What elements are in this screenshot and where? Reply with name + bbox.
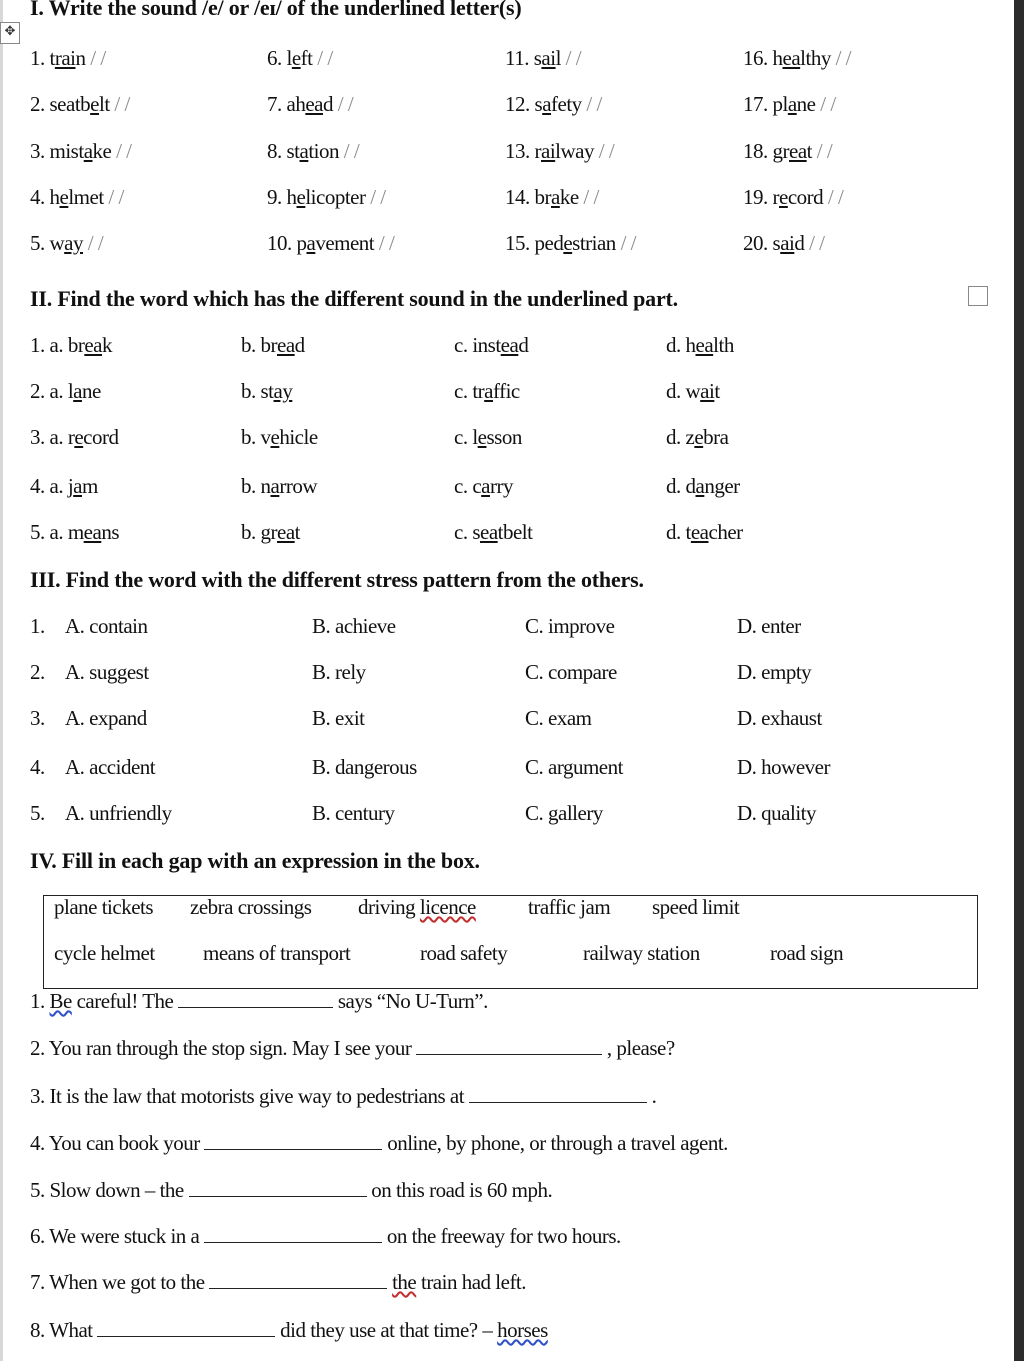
fill-sentence — [30, 1224, 621, 1249]
answer-slashes[interactable]: / / — [109, 92, 130, 116]
fill-sentence — [30, 1318, 548, 1343]
option-item[interactable] — [241, 425, 318, 450]
question-number: 2. — [30, 660, 45, 684]
word-part: l — [286, 46, 292, 70]
word-part: vement — [315, 231, 375, 255]
sound-item — [505, 231, 636, 256]
underlined-letters: a — [551, 185, 560, 209]
sentence-text: , please? — [606, 1036, 675, 1060]
option-b[interactable]: B. dangerous — [312, 755, 417, 779]
word-part: ke — [92, 139, 112, 163]
sound-item — [505, 92, 602, 117]
item-number: 10. — [267, 231, 297, 255]
sentence-text: We were stuck in a — [49, 1224, 205, 1248]
word-part: d — [518, 333, 529, 357]
word-part: rry — [489, 474, 513, 498]
option-a[interactable]: A. expand — [65, 706, 147, 730]
word-part: c. l — [454, 425, 478, 449]
word-part: b. gr — [241, 520, 277, 544]
word-part: br — [534, 185, 551, 209]
underlined-letters: a — [542, 92, 552, 116]
item-number: 3. — [30, 139, 50, 163]
sound-item — [505, 185, 599, 210]
sentence-text: did they use at that time? – — [280, 1318, 493, 1342]
underlined-letters: e — [90, 92, 99, 116]
word-part: driving — [358, 895, 420, 919]
word-part: ffic — [492, 379, 520, 403]
fill-sentence — [30, 1036, 675, 1061]
fill-sentence — [30, 1084, 656, 1109]
option-c[interactable]: C. argument — [525, 755, 623, 779]
option-item[interactable] — [666, 520, 743, 545]
item-number: 4. — [30, 185, 50, 209]
answer-slashes[interactable]: / / — [339, 139, 360, 163]
underlined-letters: a — [484, 379, 493, 403]
option-a[interactable]: A. contain — [65, 614, 148, 638]
underlined-letters: a — [481, 474, 490, 498]
word-part: d — [322, 92, 333, 116]
underlined-letters: ai — [541, 139, 556, 163]
box-expression: cycle helmet — [54, 941, 155, 965]
sentence-text: When we got to the — [49, 1270, 210, 1294]
word-part: d. h — [666, 333, 696, 357]
word-part: 2. a. l — [30, 379, 74, 403]
sentence-number: 4. — [30, 1131, 49, 1155]
option-item[interactable] — [241, 379, 292, 404]
underlined-letters: ea — [305, 92, 323, 116]
underlined-letters: ea — [277, 333, 295, 357]
underlined-letters: a — [270, 474, 280, 498]
word-part: ped — [534, 231, 564, 255]
word-part: licopter — [305, 185, 366, 209]
option-c[interactable]: C. gallery — [525, 801, 603, 825]
box-expression: plane tickets — [54, 895, 154, 919]
sound-item — [743, 139, 832, 164]
word-part: c. tr — [454, 379, 485, 403]
sentence-text: You can book your — [48, 1131, 205, 1155]
spellcheck-word: the — [392, 1270, 417, 1294]
option-item[interactable] — [241, 333, 305, 358]
underlined-letters: e — [563, 231, 573, 255]
word-part: seatb — [49, 92, 91, 116]
answer-slashes[interactable]: / / — [332, 92, 354, 116]
answer-blank[interactable] — [204, 1242, 382, 1243]
spellcheck-word: horses — [497, 1318, 548, 1342]
word-part: h — [286, 185, 297, 209]
word-part: tion — [308, 139, 340, 163]
word-part: lth — [713, 333, 734, 357]
underlined-letters: a — [73, 379, 82, 403]
section2-heading: II. Find the word which has the different sound in the underlined part. — [30, 286, 678, 311]
section1-heading: I. Write the sound /e/ or /eɪ/ of the underlined letter(s) — [30, 0, 522, 20]
word-part: s — [534, 92, 543, 116]
answer-slashes[interactable]: / / — [615, 231, 636, 255]
word-part: hicle — [279, 425, 318, 449]
word-part: p — [296, 231, 307, 255]
question-number: 5. — [30, 801, 45, 825]
sound-item — [505, 139, 614, 164]
sentence-number: 8. — [30, 1318, 50, 1342]
sound-item — [267, 139, 359, 164]
sentence-number: 3. — [30, 1084, 50, 1108]
option-item[interactable] — [666, 425, 728, 450]
item-number: 8. — [267, 139, 287, 163]
option-item[interactable] — [30, 520, 119, 545]
word-part: lmet — [68, 185, 104, 209]
option-item[interactable] — [241, 520, 300, 545]
sentence-text: on this road is 60 mph. — [371, 1178, 553, 1202]
sound-item — [743, 231, 825, 256]
word-part: d. w — [666, 379, 701, 403]
section4-heading: IV. Fill in each gap with an expression in the box. — [30, 848, 480, 873]
item-number: 20. — [743, 231, 773, 255]
answer-slashes[interactable]: / / — [83, 231, 104, 255]
option-item[interactable] — [241, 474, 317, 499]
sound-item — [267, 231, 394, 256]
sound-item — [743, 185, 843, 210]
answer-slashes[interactable]: / / — [103, 185, 124, 209]
sentence-text: What — [49, 1318, 98, 1342]
option-b[interactable]: B. exit — [312, 706, 365, 730]
box-expression: zebra crossings — [190, 895, 312, 919]
option-b[interactable]: B. rely — [312, 660, 366, 684]
word-part: k — [101, 333, 112, 357]
box-expression: road safety — [420, 941, 508, 965]
underlined-letters: ay — [64, 231, 83, 255]
word-part: l — [555, 46, 561, 70]
option-b[interactable]: B. achieve — [312, 614, 396, 638]
item-number: 12. — [505, 92, 535, 116]
sentence-text: . — [651, 1084, 657, 1108]
underlined-letters: ea — [690, 520, 709, 544]
word-part: cord — [787, 185, 824, 209]
word-part: 4. a. j — [30, 474, 74, 498]
checkbox[interactable] — [968, 286, 988, 306]
sound-item — [267, 185, 386, 210]
answer-slashes[interactable]: / / — [85, 46, 106, 70]
word-part: t — [49, 46, 55, 70]
item-number: 1. — [30, 46, 50, 70]
option-item[interactable] — [30, 333, 112, 358]
underlined-letters: a — [306, 231, 316, 255]
answer-slashes[interactable]: / / — [823, 185, 844, 209]
option-item[interactable] — [454, 425, 522, 450]
option-item[interactable] — [30, 474, 98, 499]
item-number: 7. — [267, 92, 287, 116]
sentence-number: 7. — [30, 1270, 50, 1294]
word-part: mist — [49, 139, 84, 163]
sound-item — [743, 92, 836, 117]
word-part: r — [772, 185, 779, 209]
spellcheck-word: Be — [49, 989, 72, 1013]
word-part: 5. a. m — [30, 520, 84, 544]
word-part: c. inst — [454, 333, 501, 357]
option-item[interactable] — [666, 379, 720, 404]
box-expression: means of transport — [203, 941, 351, 965]
option-d[interactable]: D. empty — [737, 660, 812, 684]
sound-item — [30, 185, 124, 210]
sentence-text: on the freeway for two hours. — [386, 1224, 621, 1248]
underlined-letters: a — [83, 139, 93, 163]
word-part: 1. a. br — [30, 333, 85, 357]
underlined-letters: e — [477, 425, 487, 449]
underlined-letters: a — [695, 474, 705, 498]
spellcheck-word: licence — [419, 895, 476, 919]
underlined-letters: ea — [695, 333, 714, 357]
item-number: 19. — [743, 185, 773, 209]
underlined-letters: rai — [54, 46, 76, 70]
fill-sentence — [30, 1131, 728, 1156]
option-a[interactable]: A. unfriendly — [65, 801, 172, 825]
sentence-number: 5. — [30, 1178, 50, 1202]
option-item[interactable] — [30, 425, 118, 450]
page-left-edge — [0, 0, 3, 1361]
box-expression: railway station — [583, 941, 700, 965]
word-part: n — [75, 46, 86, 70]
option-item[interactable] — [666, 474, 740, 499]
underlined-letters: ea — [480, 520, 498, 544]
word-part: cher — [708, 520, 743, 544]
sentence-text: careful! The — [71, 989, 179, 1013]
item-number: 16. — [743, 46, 773, 70]
word-part: s — [533, 46, 542, 70]
underlined-letters: a — [73, 474, 82, 498]
word-part: lt — [98, 92, 110, 116]
word-part: fety — [551, 92, 582, 116]
underlined-letters: e — [779, 185, 788, 209]
word-part: ne — [81, 379, 101, 403]
item-number: 2. — [30, 92, 50, 116]
sentence-text: online, by phone, or through a travel agent. — [387, 1131, 728, 1155]
underlined-letters: ea — [277, 520, 295, 544]
sound-item — [505, 46, 581, 71]
word-part: gr — [772, 139, 789, 163]
underlined-letters: ea — [782, 46, 801, 70]
answer-slashes[interactable]: / / — [312, 46, 333, 70]
word-part: m — [81, 474, 98, 498]
fill-sentence — [30, 989, 488, 1014]
sound-item — [743, 46, 851, 71]
word-part: strian — [572, 231, 616, 255]
box-expression: road sign — [770, 941, 844, 965]
answer-slashes[interactable]: / / — [830, 46, 851, 70]
question-number: 4. — [30, 755, 45, 779]
word-part: ah — [286, 92, 306, 116]
underlined-letters: ea — [500, 333, 519, 357]
option-d[interactable]: D. however — [737, 755, 830, 779]
item-number: 13. — [505, 139, 535, 163]
word-part: lthy — [800, 46, 831, 70]
word-part: b. n — [241, 474, 271, 498]
option-b[interactable]: B. century — [312, 801, 395, 825]
answer-slashes[interactable]: / / — [812, 139, 833, 163]
option-item[interactable] — [454, 379, 520, 404]
word-part: 3. a. r — [30, 425, 75, 449]
answer-slashes[interactable]: / / — [560, 46, 582, 70]
item-number: 9. — [267, 185, 287, 209]
answer-blank[interactable] — [189, 1196, 367, 1197]
sentence-number: 1. — [30, 989, 50, 1013]
item-number: 14. — [505, 185, 535, 209]
underlined-letters: ay — [273, 379, 293, 403]
underlined-letters: a — [299, 139, 309, 163]
option-c[interactable]: C. improve — [525, 614, 615, 638]
sound-item — [30, 92, 130, 117]
item-number: 6. — [267, 46, 287, 70]
word-part: s — [772, 231, 781, 255]
word-part: h — [772, 46, 783, 70]
answer-slashes[interactable]: / / — [365, 185, 386, 209]
item-number: 18. — [743, 139, 773, 163]
word-part: r — [534, 139, 541, 163]
option-item[interactable] — [454, 520, 532, 545]
word-part: t — [714, 379, 720, 403]
sentence-number: 2. — [30, 1036, 49, 1060]
underlined-letters: ea — [83, 520, 102, 544]
word-part: tbelt — [497, 520, 533, 544]
option-d[interactable]: D. exhaust — [737, 706, 822, 730]
sound-item — [30, 46, 106, 71]
answer-slashes[interactable]: / / — [804, 231, 825, 255]
word-part: st — [286, 139, 300, 163]
sound-item — [30, 231, 103, 256]
option-d[interactable]: D. quality — [737, 801, 816, 825]
answer-blank[interactable] — [469, 1102, 647, 1103]
item-number: 5. — [30, 231, 50, 255]
word-part: h — [49, 185, 60, 209]
word-part: sson — [486, 425, 522, 449]
word-part: w — [49, 231, 65, 255]
answer-slashes[interactable]: / / — [593, 139, 615, 163]
answer-blank[interactable] — [97, 1336, 275, 1337]
option-c[interactable]: C. exam — [525, 706, 592, 730]
option-item[interactable] — [454, 474, 513, 499]
sentence-number: 6. — [30, 1224, 50, 1248]
word-part: b. st — [241, 379, 274, 403]
box-expression — [358, 895, 476, 920]
answer-blank[interactable] — [178, 1007, 333, 1008]
sentence-text: You ran through the stop sign. May I see your — [48, 1036, 417, 1060]
underlined-letters: e — [291, 46, 301, 70]
word-part: t — [806, 139, 812, 163]
sound-item — [30, 139, 132, 164]
answer-blank[interactable] — [204, 1149, 382, 1150]
word-part: c. s — [454, 520, 480, 544]
word-part: d. t — [666, 520, 691, 544]
page-right-edge — [1014, 0, 1024, 1361]
underlined-letters: ai — [780, 231, 795, 255]
word-part: d. d — [666, 474, 696, 498]
underlined-letters: e — [270, 425, 280, 449]
sound-item — [267, 46, 333, 71]
option-a[interactable]: A. suggest — [65, 660, 149, 684]
answer-slashes[interactable]: / / — [374, 231, 395, 255]
box-expression: speed limit — [652, 895, 740, 919]
word-part: t — [294, 520, 300, 544]
word-part: ne — [796, 92, 816, 116]
option-item[interactable] — [454, 333, 528, 358]
word-part: pl — [772, 92, 788, 116]
answer-slashes[interactable]: / / — [578, 185, 599, 209]
underlined-letters: ea — [84, 333, 102, 357]
word-part: d. z — [666, 425, 695, 449]
word-part: lway — [555, 139, 594, 163]
answer-slashes[interactable]: / / — [581, 92, 602, 116]
underlined-letters: e — [59, 185, 69, 209]
word-part: ke — [559, 185, 579, 209]
answer-blank[interactable] — [416, 1054, 602, 1055]
option-d[interactable]: D. enter — [737, 614, 801, 638]
question-number: 3. — [30, 706, 45, 730]
item-number: 11. — [505, 46, 534, 70]
underlined-letters: e — [74, 425, 84, 449]
section3-heading: III. Find the word with the different stress pattern from the others. — [30, 567, 644, 592]
option-item[interactable] — [666, 333, 734, 358]
answer-slashes[interactable]: / / — [111, 139, 132, 163]
word-part: d — [294, 333, 305, 357]
sentence-text: says “No U-Turn”. — [337, 989, 488, 1013]
fill-sentence — [30, 1178, 552, 1203]
word-part: bra — [703, 425, 729, 449]
word-part: c. c — [454, 474, 482, 498]
underlined-letters: ai — [541, 46, 556, 70]
underlined-letters: ea — [789, 139, 807, 163]
underlined-letters: e — [296, 185, 306, 209]
word-part: ns — [101, 520, 119, 544]
underlined-letters: e — [694, 425, 704, 449]
table-move-handle-icon[interactable]: ✥ — [0, 22, 20, 44]
underlined-letters: a — [787, 92, 797, 116]
word-part: b. br — [241, 333, 277, 357]
word-part: cord — [83, 425, 119, 449]
sound-item — [267, 92, 353, 117]
item-number: 15. — [505, 231, 535, 255]
question-number: 1. — [30, 614, 45, 638]
sentence-text: Slow down – the — [49, 1178, 189, 1202]
sentence-text: It is the law that motorists give way to pedestrians at — [49, 1084, 469, 1108]
word-part: ft — [300, 46, 313, 70]
box-expression: traffic jam — [528, 895, 611, 919]
word-part: b. v — [241, 425, 271, 449]
word-part: d — [794, 231, 805, 255]
answer-blank[interactable] — [209, 1288, 387, 1289]
sentence-text: train had left. — [416, 1270, 527, 1294]
word-part: rrow — [279, 474, 317, 498]
underlined-letters: ai — [700, 379, 715, 403]
item-number: 17. — [743, 92, 773, 116]
option-a[interactable]: A. accident — [65, 755, 156, 779]
answer-slashes[interactable]: / / — [815, 92, 836, 116]
option-item[interactable] — [30, 379, 101, 404]
option-c[interactable]: C. compare — [525, 660, 617, 684]
fill-sentence — [30, 1270, 526, 1295]
word-part: nger — [704, 474, 740, 498]
